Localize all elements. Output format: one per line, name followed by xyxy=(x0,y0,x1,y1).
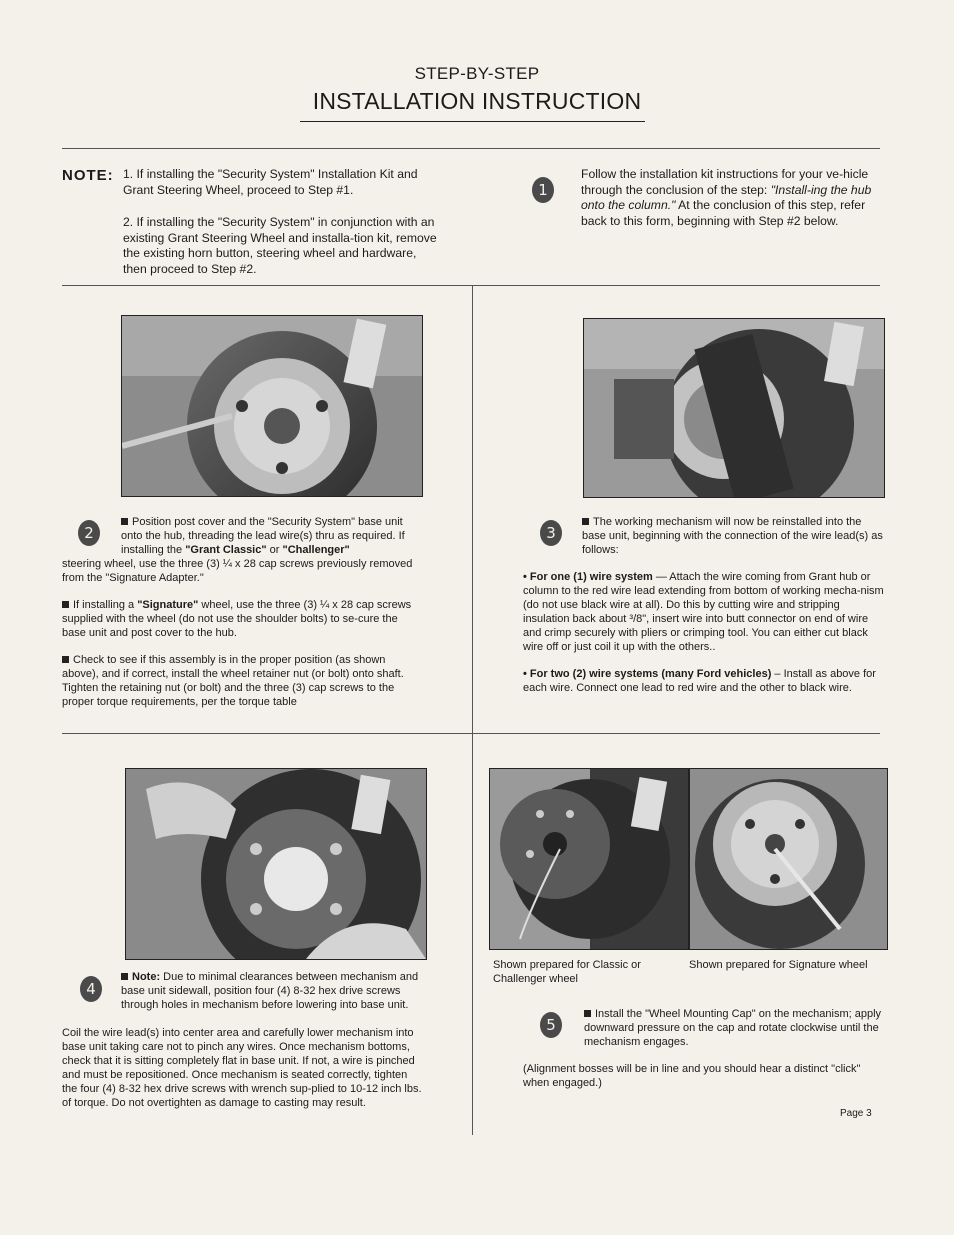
step-2-para-2: If installing a "Signature" wheel, use the three (3) ¼ x 28 cap screws supplied with the wheel (do not use the shoulder bolts) to se-cure the base unit and post cover to the hub. xyxy=(62,599,412,639)
step-2-text-b: steering wheel, use the three (3) ¼ x 28 cap screws previously removed from the "Signature Adapter." xyxy=(62,558,413,584)
bullet-square-icon xyxy=(121,973,128,980)
bullet-square-icon xyxy=(62,656,69,663)
step-5-badge: 5 xyxy=(540,1012,562,1038)
step-4-note: Note: Due to minimal clearances between mechanism and base unit sidewall, position four (4) 8-32 hex drive screws through holes in mechanism before lowering into base unit. xyxy=(121,971,419,1011)
caption-classic: Shown prepared for Classic or Challenger wheel xyxy=(493,959,641,985)
page-number: Page 3 xyxy=(840,1108,872,1119)
note-item-2: 2. If installing the "Security System" in conjunction with an existing Grant Steering Wheel and installa-tion kit, remove the existing horn button, steering wheel and hardware, then proceed to Step #2. xyxy=(123,215,437,276)
step-3-two-wire: • For two (2) wire systems (many Ford vehicles) – Install as above for each wire. Connect one lead to red wire and the other to black wire. xyxy=(523,668,876,694)
column-divider xyxy=(472,285,473,1135)
section-rule-2 xyxy=(62,733,880,734)
step-1-text: Follow the installation kit instructions for your ve-hicle through the conclusion of the step: "Install-ing the hub onto the column." At the conclusion of this step, refer back to this form, beginning with Step #2 below. xyxy=(581,167,872,228)
photo-step-4 xyxy=(125,768,427,960)
note-label: NOTE: xyxy=(62,167,114,184)
page-title: INSTALLATION INSTRUCTION xyxy=(312,88,642,114)
step-3-one-wire: • For one (1) wire system — Attach the wire coming from Grant hub or column to the red wire lead extending from bottom of working mecha-nism (do not use black wire at all). Do this by cutting wire and stripping insulation back about ³/8", insert wire into butt connector on end of wire and crimp securely with pliers or crimping tool. You can either cut black wire off or just coil it up with the others.. xyxy=(523,571,884,653)
bullet-square-icon xyxy=(582,518,589,525)
bullet-square-icon xyxy=(584,1010,591,1017)
photo-step-5-classic xyxy=(489,768,689,950)
step-5-alignment-note: (Alignment bosses will be in line and you should hear a distinct "click" when engaged.) xyxy=(523,1063,861,1089)
step-2-badge: 2 xyxy=(78,520,100,546)
step-1-badge: 1 xyxy=(532,177,554,203)
header-subtitle: STEP-BY-STEP xyxy=(414,64,540,83)
caption-signature: Shown prepared for Signature wheel xyxy=(689,959,868,971)
title-underline xyxy=(300,121,645,122)
bullet-square-icon xyxy=(121,518,128,525)
step-2-text-a: Position post cover and the "Security System" base unit onto the hub, threading the lead wire(s) thru as required. If installing the "Grant Classic" or "Challenger" xyxy=(121,516,405,556)
note-item-1: 1. If installing the "Security System" Installation Kit and Grant Steering Wheel, proceed to Step #1. xyxy=(123,167,418,197)
step-1-emphasis: "Install-ing the hub onto the column." xyxy=(581,182,872,212)
section-rule-1 xyxy=(62,285,880,286)
step-4-body: Coil the wire lead(s) into center area and carefully lower mechanism into base unit taking care not to pinch any wires. Once mechanism bottoms, check that it is sitting completely flat in base unit. If not, a wire is pinched and must be repositioned. Once mechanism is seated correctly, tighten the four (4) 8-32 hex drive screws with wrench sup-plied to 10-12 inch lbs. of torque. Do not overtighten as damage to casting may result. xyxy=(62,1027,422,1109)
photo-step-2 xyxy=(121,315,423,497)
top-rule xyxy=(62,148,880,149)
step-3-badge: 3 xyxy=(540,520,562,546)
step-4-badge: 4 xyxy=(80,976,102,1002)
step-3-intro: The working mechanism will now be reinstalled into the base unit, beginning with the connection of the wire lead(s) as follows: xyxy=(582,516,883,556)
photo-step-5-signature xyxy=(689,768,888,950)
step-2-para-3: Check to see if this assembly is in the proper position (as shown above), and if correct, install the wheel retainer nut (or bolt) onto shaft. Tighten the retaining nut (or bolt) and the three (3) cap screws to the proper torque requirements, per the torque table xyxy=(62,654,404,708)
step-5-text: Install the "Wheel Mounting Cap" on the mechanism; apply downward pressure on the cap and rotate clockwise until the mechanism engages. xyxy=(584,1008,882,1048)
bullet-square-icon xyxy=(62,601,69,608)
photo-step-3 xyxy=(583,318,885,498)
